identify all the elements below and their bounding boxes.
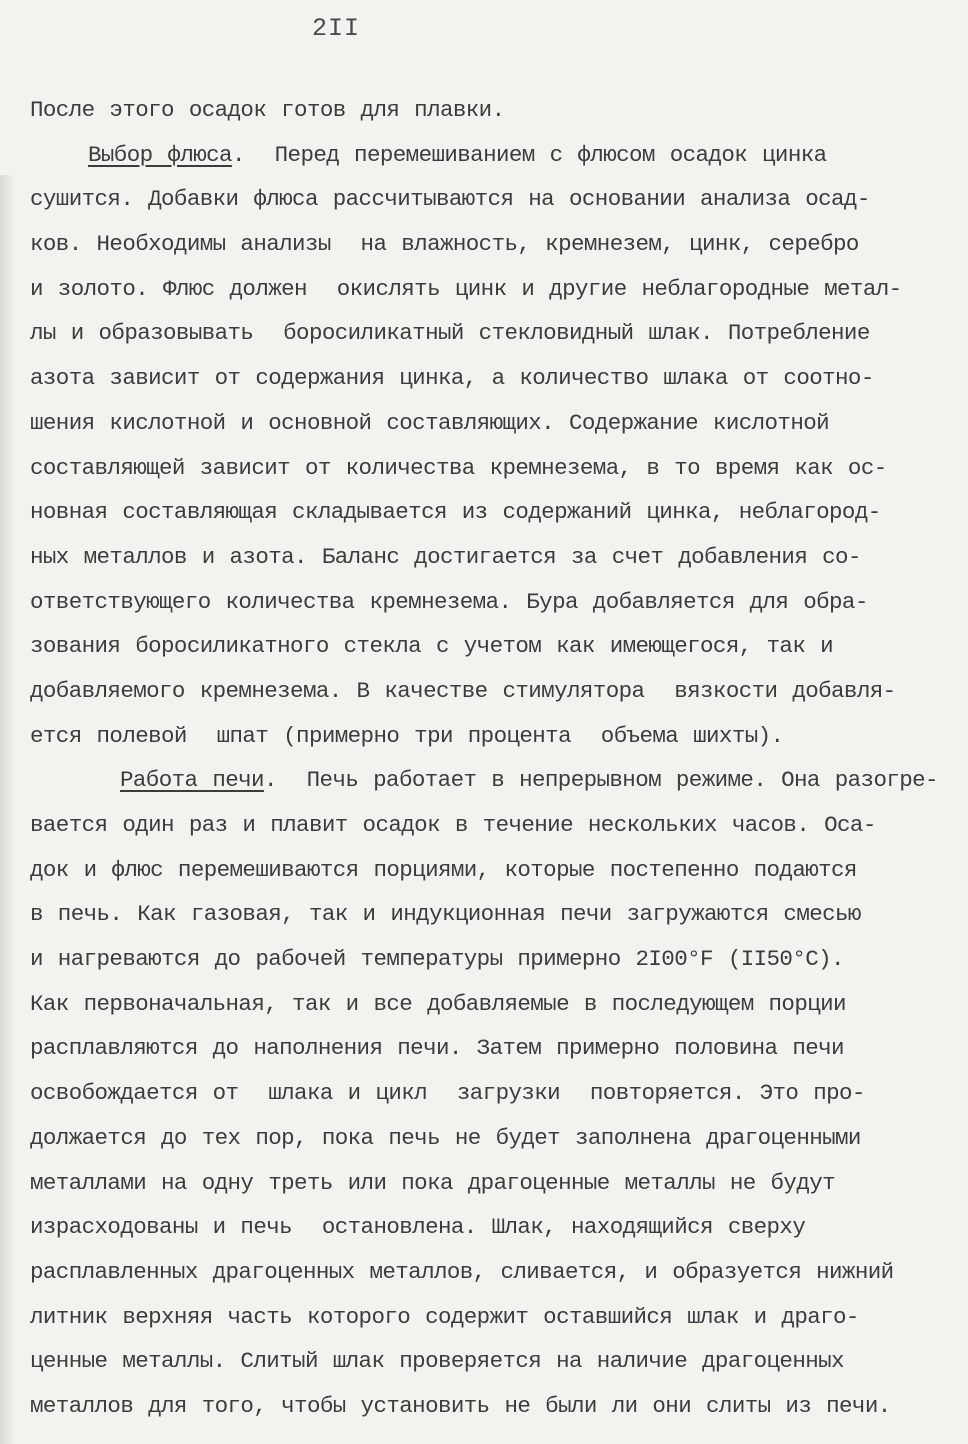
section-heading: Работа печи <box>120 767 264 794</box>
text-line <box>30 222 952 267</box>
text-line <box>30 1161 952 1206</box>
line-text: шения кислотной и основной составляющих. Содержание кислотной <box>30 409 830 436</box>
line-text: док и флюс перемешиваются порциями, которые постепенно подаются <box>30 856 857 883</box>
line-text: добавляемого кремнезема. В качестве стимулятора вязкости добавля- <box>30 677 896 704</box>
line-text: . Перед перемешиванием с флюсом осадок цинка <box>231 141 827 168</box>
line-text: освобождается от шлака и цикл загрузки повторяется. Это про- <box>30 1080 865 1107</box>
text-line <box>30 803 952 848</box>
text-line <box>30 1026 952 1071</box>
line-text: сушится. Добавки флюса рассчитываются на основании анализа осад- <box>30 186 870 213</box>
text-line <box>30 580 952 625</box>
text-line <box>30 937 952 982</box>
text-line <box>30 401 952 446</box>
line-text: новная составляющая складывается из содержаний цинка, неблагород- <box>30 499 881 526</box>
line-text: зования боросиликатного стекла с учетом как имеющегося, так и <box>30 633 834 660</box>
line-text: израсходованы и печь остановлена. Шлак, находящийся сверху <box>30 1214 806 1241</box>
text-line <box>30 446 952 491</box>
text-line <box>30 1339 952 1384</box>
line-text: ков. Необходимы анализы на влажность, кремнезем, цинк, серебро <box>30 231 859 258</box>
text-line <box>30 848 952 893</box>
line-text: и золото. Флюс должен окислять цинк и другие неблагородные метал- <box>30 275 902 302</box>
text-line <box>30 535 952 580</box>
line-text: лы и образовывать боросиликатный стекловидный шлак. Потребление <box>30 320 870 347</box>
page-number: 2II <box>312 14 361 43</box>
line-text: должается до тех пор, пока печь не будет заполнена драгоценными <box>30 1124 861 1151</box>
text-line <box>30 1071 952 1116</box>
line-text: вается один раз и плавит осадок в течение нескольких часов. Оса- <box>30 812 876 838</box>
line-text: металлов для того, чтобы установить не были ли они слиты из печи. <box>30 1392 891 1419</box>
line-text: ных металлов и азота. Баланс достигается за счет добавления со- <box>30 543 861 570</box>
text-line <box>30 88 952 133</box>
text-line <box>30 892 952 937</box>
line-text: расплавляются до наполнения печи. Затем примерно половина печи <box>30 1035 844 1062</box>
line-text: и нагреваются до рабочей температуры примерно 2I00°F (II50°C). <box>30 946 844 973</box>
text-line <box>30 133 952 178</box>
line-text: ется полевой шпат (примерно три процента объема шихты). <box>30 722 784 749</box>
page-edge-shadow <box>0 175 14 1444</box>
line-text: ответствующего количества кремнезема. Бура добавляется для обра- <box>30 588 868 615</box>
text-line <box>30 1116 952 1161</box>
line-text: После этого осадок готов для плавки. <box>30 97 505 123</box>
text-line <box>30 669 952 714</box>
document-body <box>30 88 952 1429</box>
text-line <box>30 311 952 356</box>
text-line <box>30 1384 952 1429</box>
line-text: металлами на одну треть или пока драгоценные металлы не будут <box>30 1169 836 1196</box>
line-text: расплавленных драгоценных металлов, сливается, и образуется нижний <box>30 1258 894 1285</box>
text-line <box>30 982 952 1027</box>
line-text: литник верхняя часть которого содержит оставшийся шлак и драго- <box>30 1303 859 1330</box>
text-line <box>30 490 952 535</box>
line-text: ценные металлы. Слитый шлак проверяется на наличие драгоценных <box>30 1348 844 1375</box>
line-text: составляющей зависит от количества кремнезема, в то время как ос- <box>30 454 887 481</box>
text-line <box>30 356 952 401</box>
text-line <box>30 1295 952 1340</box>
line-text: азота зависит от содержания цинка, а количество шлака от соотно- <box>30 365 874 392</box>
text-line <box>30 624 952 669</box>
text-line <box>30 267 952 312</box>
line-text: . Печь работает в непрерывном режиме. Она разогре- <box>263 767 938 794</box>
text-line <box>30 177 952 222</box>
line-text: в печь. Как газовая, так и индукционная печи загружаются смесью <box>30 901 861 928</box>
text-line <box>30 1205 952 1250</box>
text-line <box>30 1250 952 1295</box>
text-line <box>30 758 952 803</box>
text-line <box>30 714 952 759</box>
section-heading: Выбор флюса <box>88 141 232 168</box>
line-text: Как первоначальная, так и все добавляемые в последующем порции <box>30 990 846 1017</box>
